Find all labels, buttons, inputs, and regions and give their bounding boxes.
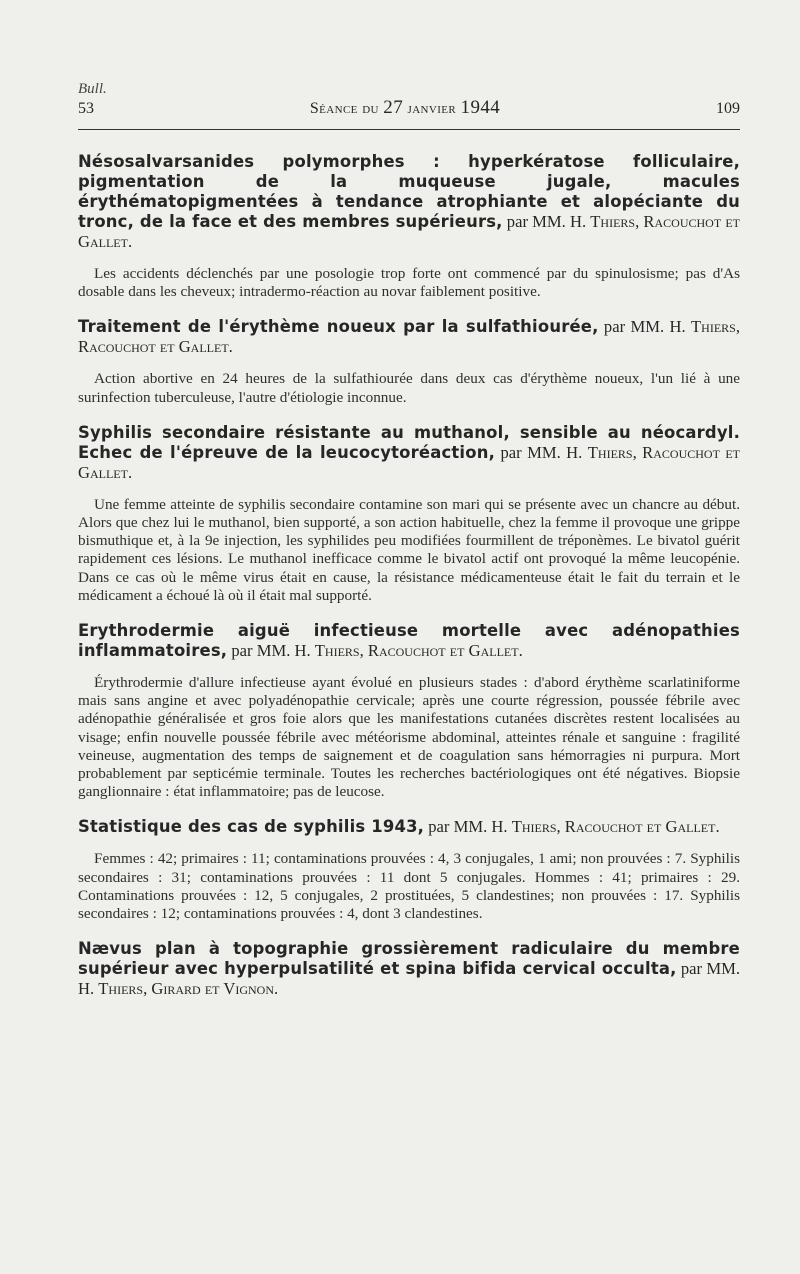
session-prefix: Séance du — [309, 100, 384, 117]
article-title-text: Traitement de l'érythème noueux par la sulfathiourée, — [78, 317, 599, 337]
article-title — [78, 939, 740, 999]
article-6 — [78, 939, 740, 999]
article-authors: Thiers, Racouchot et Gallet. — [314, 641, 523, 661]
article-title — [78, 423, 740, 483]
article-authors: Thiers, Girard et Vignon. — [98, 979, 279, 999]
article-title — [78, 621, 740, 661]
article-title — [78, 152, 740, 252]
article-authors: Thiers, Racouchot et Gallet. — [78, 317, 741, 357]
page-header — [78, 98, 740, 130]
article-by: par MM. H. — [424, 817, 512, 837]
article-5 — [78, 817, 740, 923]
article-abstract: Une femme atteinte de syphilis secondaire contamine son mari qui se présente avec un chancre au début. Alors que chez lui le muthanol, bien supporté, a son action habituelle, chez la femme il provoque une grippe bismuthique et, à la 9e injection, les syphilides peu modifiées fourmillent de tréponèmes. Le bivatol guérit rapidement ces lésions. Le muthanol inefficace comme le bivatol actif ont provoqué la même leucopénie. Dans ce cas où le même virus était en cause, la résistance médicamenteuse était le fait du terrain et le médicament a échoué là où il était mal supporté. — [78, 495, 740, 604]
article-4 — [78, 621, 740, 801]
article-authors: Thiers, Racouchot et Gallet. — [511, 817, 720, 837]
page-number: 109 — [716, 100, 740, 117]
header-left-number: 53 — [78, 100, 94, 117]
article-by: par MM. H. — [598, 317, 692, 337]
article-title-text: Erythrodermie aiguë infectieuse mortelle avec adénopathies inflammatoires, — [78, 621, 740, 661]
article-abstract: Femmes : 42; primaires : 11; contaminations prouvées : 4, 3 conjugales, 1 ami; non prouvées : 7. Syphilis secondaires : 31; contaminations prouvées : 11 dont 5 conjugales. Hommes : 41; primaires : 29. Contaminations prouvées : 12, 5 conjugales, 2 prostituées, 5 clandestines; non prouvées : 17. Syphilis secondaires : 12; contaminations prouvées : 4, dont 3 clandestines. — [78, 850, 740, 923]
bulletin-mark: Bull. — [78, 81, 107, 97]
article-by: par MM. H. — [227, 641, 315, 661]
article-by: par MM. H. — [495, 442, 588, 462]
article-abstract: Érythrodermie d'allure infectieuse ayant évolué en plusieurs stades : d'abord érythème scarlatiniforme mais sans angine et avec polyadénopathie cervicale; après une courte régression, poussée fébrile avec adénopathie généralisée et gros foie alors que les manifestations cutanées discrètes restent localisées au visage; enfin nouvelle poussée fébrile avec météorisme abdominal, atteintes rénale et sanguine : fragilité veineuse, augmentation des temps de saignement et de coagulation sans hémorragies ni purpura. Mort probablement par septicémie terminale. Toutes les recherches bactériologiques ont été négatives. Biopsie ganglionnaire : état inflammatoire; pas de leucose. — [78, 674, 740, 801]
article-abstract: Les accidents déclenchés par une posologie trop forte ont commencé par du spinulosisme; pas d'As dosable dans les cheveux; intradermo-réaction au novar faiblement positive. — [78, 265, 740, 301]
journal-page — [78, 80, 740, 1015]
article-authors: Thiers, Racouchot et Gallet. — [78, 212, 740, 251]
article-by: par MM. H. — [502, 212, 591, 231]
session-year: 1944 — [460, 97, 501, 118]
article-title-text: Syphilis secondaire résistante au muthanol, sensible au néocardyl. Echec de l'épreuve de la leucocytoréaction, — [78, 422, 740, 462]
article-authors: Thiers, Racouchot et Gallet. — [78, 442, 740, 482]
article-abstract: Action abortive en 24 heures de la sulfathiourée dans deux cas d'érythème noueux, l'un lié à une surinfection tuberculeuse, l'autre d'étiologie inconnue. — [78, 370, 740, 406]
session-heading — [310, 98, 500, 119]
article-title-text: Nævus plan à topographie grossièrement radiculaire du membre supérieur avec hyperpulsatilité et spina bifida cervical occulta, — [78, 939, 740, 979]
article-1 — [78, 152, 740, 301]
article-title-text: Nésosalvarsanides polymorphes : hyperkératose folliculaire, pigmentation de la muqueuse jugale, macules érythématopigmentées à tendance atrophiante et alopéciante du tronc, de la face et des membres supérieurs, — [78, 152, 740, 231]
article-title-text: Statistique des cas de syphilis 1943, — [78, 817, 425, 837]
article-title — [78, 317, 740, 357]
article-by: par MM. H. — [78, 959, 740, 999]
article-3 — [78, 423, 740, 605]
article-title — [78, 817, 740, 837]
session-day: 27 — [383, 97, 404, 118]
article-2 — [78, 317, 740, 406]
session-month: janvier — [403, 100, 461, 117]
